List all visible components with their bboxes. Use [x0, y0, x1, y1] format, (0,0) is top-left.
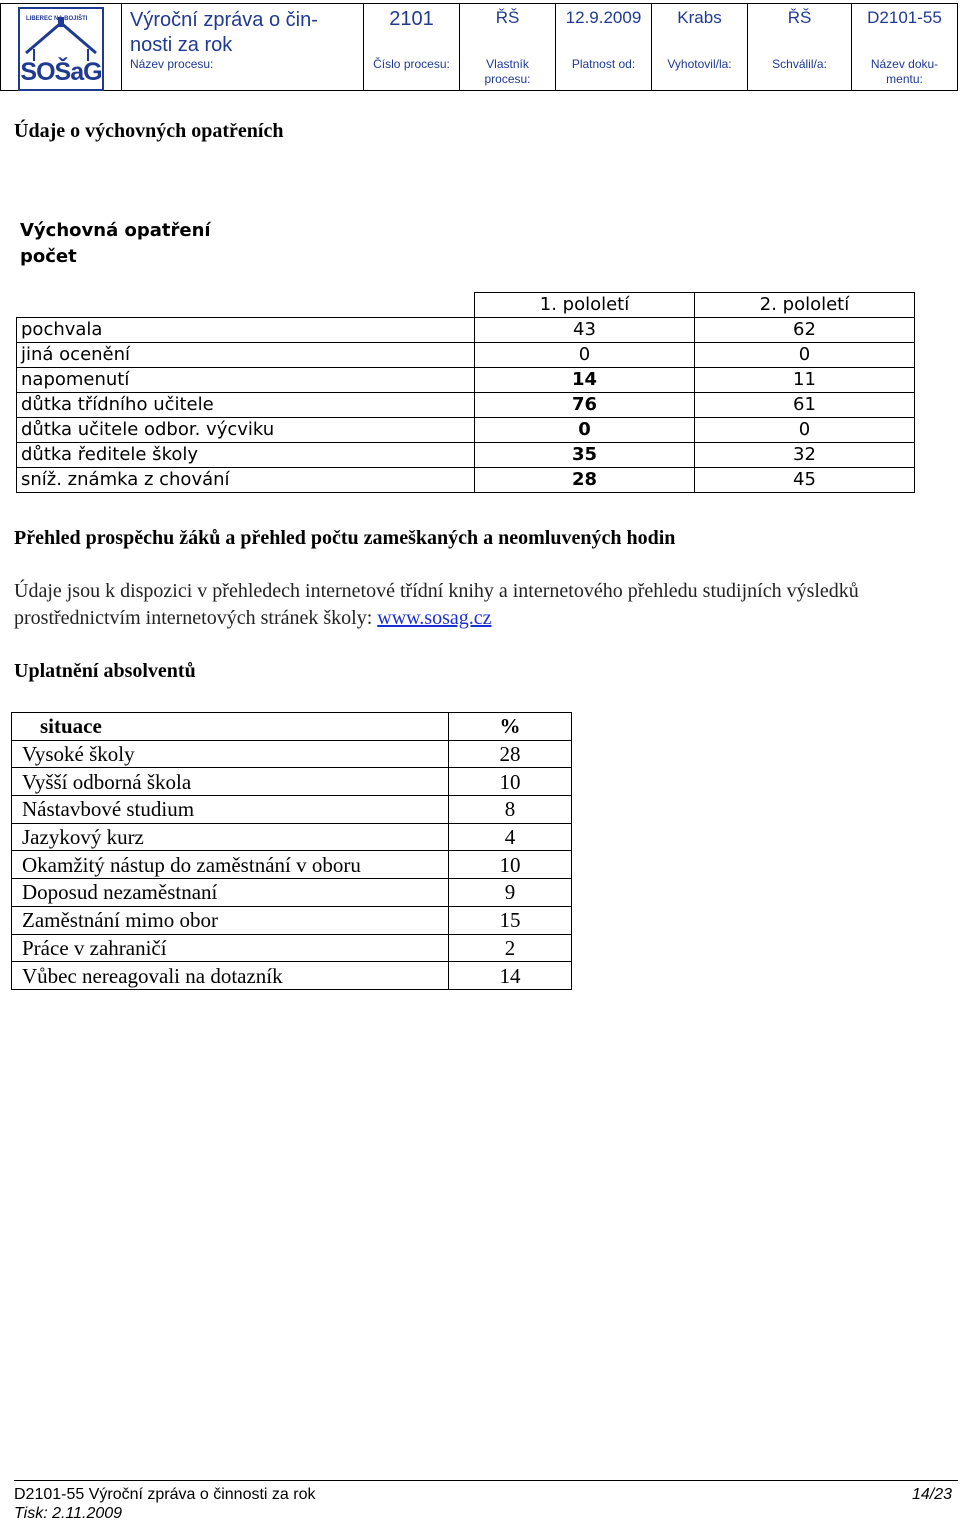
table-row — [17, 443, 915, 468]
prepared-by: Krabs — [677, 8, 722, 27]
row-value: 10 — [449, 768, 572, 796]
row-value: 4 — [449, 823, 572, 851]
row-value-term2: 62 — [695, 318, 915, 343]
section-heading-measures: Údaje o výchovných opatřeních — [14, 120, 284, 142]
results-paragraph-text: Údaje jsou k dispozici v přehledech internetové třídní knihy a internetového přehledu studijních výsledků prostřednictvím internetových stránek školy: — [14, 580, 859, 629]
row-label: Vyšší odborná škola — [12, 768, 449, 796]
row-value: 14 — [449, 962, 572, 990]
approved-by: ŘŠ — [787, 8, 812, 27]
process-owner: ŘŠ — [495, 8, 520, 27]
row-label: napomenutí — [17, 368, 475, 393]
measures-subheading — [20, 218, 211, 270]
table-row — [12, 740, 572, 768]
row-label: Vysoké školy — [12, 740, 449, 768]
column-header-term2: 2. pololetí — [695, 293, 915, 318]
row-value-term1: 35 — [475, 443, 695, 468]
row-value-term1: 76 — [475, 393, 695, 418]
column-header-situation: situace — [12, 713, 449, 741]
approved-by-label: Schválil/a: — [772, 57, 827, 71]
table-row — [12, 851, 572, 879]
process-number: 2101 — [389, 8, 434, 30]
table-row — [12, 962, 572, 990]
table-row — [12, 796, 572, 824]
row-label: jiná ocenění — [17, 343, 475, 368]
column-header-term1: 1. pololetí — [475, 293, 695, 318]
table-row — [17, 393, 915, 418]
row-label: Vůbec nereagovali na dotazník — [12, 962, 449, 990]
table-row — [17, 318, 915, 343]
table-header-row — [17, 293, 915, 318]
row-value-term1: 43 — [475, 318, 695, 343]
row-value-term2: 0 — [695, 343, 915, 368]
table-row — [12, 906, 572, 934]
row-value-term2: 11 — [695, 368, 915, 393]
table-row — [17, 468, 915, 493]
row-value-term1: 28 — [475, 468, 695, 493]
process-owner-label: Vlastník procesu: — [484, 57, 531, 86]
footer-doc-title: D2101-55 Výroční zpráva o činnosti za rok — [14, 1486, 316, 1503]
row-label: Okamžitý nástup do zaměstnání v oboru — [12, 851, 449, 879]
row-value: 28 — [449, 740, 572, 768]
table-row — [12, 823, 572, 851]
row-value: 9 — [449, 879, 572, 907]
row-value-term2: 61 — [695, 393, 915, 418]
row-label: Doposud nezaměstnaní — [12, 879, 449, 907]
logo-text: SOŠaG — [20, 58, 102, 86]
row-value-term2: 32 — [695, 443, 915, 468]
row-value-term2: 0 — [695, 418, 915, 443]
process-number-label: Číslo procesu: — [373, 57, 450, 71]
row-value-term2: 45 — [695, 468, 915, 493]
table-row — [17, 418, 915, 443]
process-number-cell — [363, 4, 459, 90]
row-value-term1: 0 — [475, 343, 695, 368]
measures-table — [16, 292, 915, 493]
table-row — [17, 368, 915, 393]
table-header-empty — [17, 293, 475, 318]
owner-cell — [459, 4, 555, 90]
table-row — [12, 768, 572, 796]
row-value: 15 — [449, 906, 572, 934]
logo-small-text: LIBEREC NA BOJIŠTI — [26, 16, 88, 22]
prepared-by-label: Vyhotovil/la: — [667, 57, 732, 71]
results-paragraph — [14, 578, 934, 632]
measures-subheading-line1: Výchovná opatření — [20, 220, 211, 241]
row-value-term1: 0 — [475, 418, 695, 443]
table-row — [12, 879, 572, 907]
section-heading-results: Přehled prospěchu žáků a přehled počtu zameškaných a neomluvených hodin — [14, 527, 676, 549]
footer-page-number: 14/23 — [911, 1486, 952, 1503]
table-row — [12, 934, 572, 962]
section-heading-graduates: Uplatnění absolventů — [14, 660, 196, 682]
row-label: Zaměstnání mimo obor — [12, 906, 449, 934]
graduates-table — [11, 712, 572, 990]
table-row — [17, 343, 915, 368]
row-label: důtka třídního učitele — [17, 393, 475, 418]
doc-name-cell — [851, 4, 957, 90]
process-name-label: Název procesu: — [130, 57, 214, 71]
footer-divider — [14, 1480, 958, 1481]
row-label: Nástavbové studium — [12, 796, 449, 824]
document-title: Výroční zpráva o čin- nosti za rok — [130, 9, 318, 56]
row-label: Práce v zahraničí — [12, 934, 449, 962]
doc-name: D2101-55 — [867, 8, 942, 27]
valid-from-label: Platnost od: — [571, 57, 636, 71]
row-label: důtka ředitele školy — [17, 443, 475, 468]
doc-name-label: Název doku- mentu: — [870, 57, 939, 86]
school-website-link[interactable]: www.sosag.cz — [377, 607, 492, 629]
valid-from: 12.9.2009 — [565, 8, 642, 27]
table-header-row — [12, 713, 572, 741]
row-label: sníž. známka z chování — [17, 468, 475, 493]
footer-print-date: Tisk: 2.11.2009 — [14, 1505, 123, 1522]
prepared-by-cell — [651, 4, 747, 90]
row-value: 8 — [449, 796, 572, 824]
school-logo — [18, 7, 104, 91]
approved-by-cell — [747, 4, 851, 90]
valid-from-cell — [555, 4, 651, 90]
measures-subheading-line2: počet — [20, 246, 77, 267]
row-label: důtka učitele odbor. výcviku — [17, 418, 475, 443]
row-value: 2 — [449, 934, 572, 962]
row-label: Jazykový kurz — [12, 823, 449, 851]
title-cell — [121, 4, 363, 90]
row-label: pochvala — [17, 318, 475, 343]
document-header — [0, 3, 958, 91]
column-header-percent: % — [449, 713, 572, 741]
row-value: 10 — [449, 851, 572, 879]
row-value-term1: 14 — [475, 368, 695, 393]
